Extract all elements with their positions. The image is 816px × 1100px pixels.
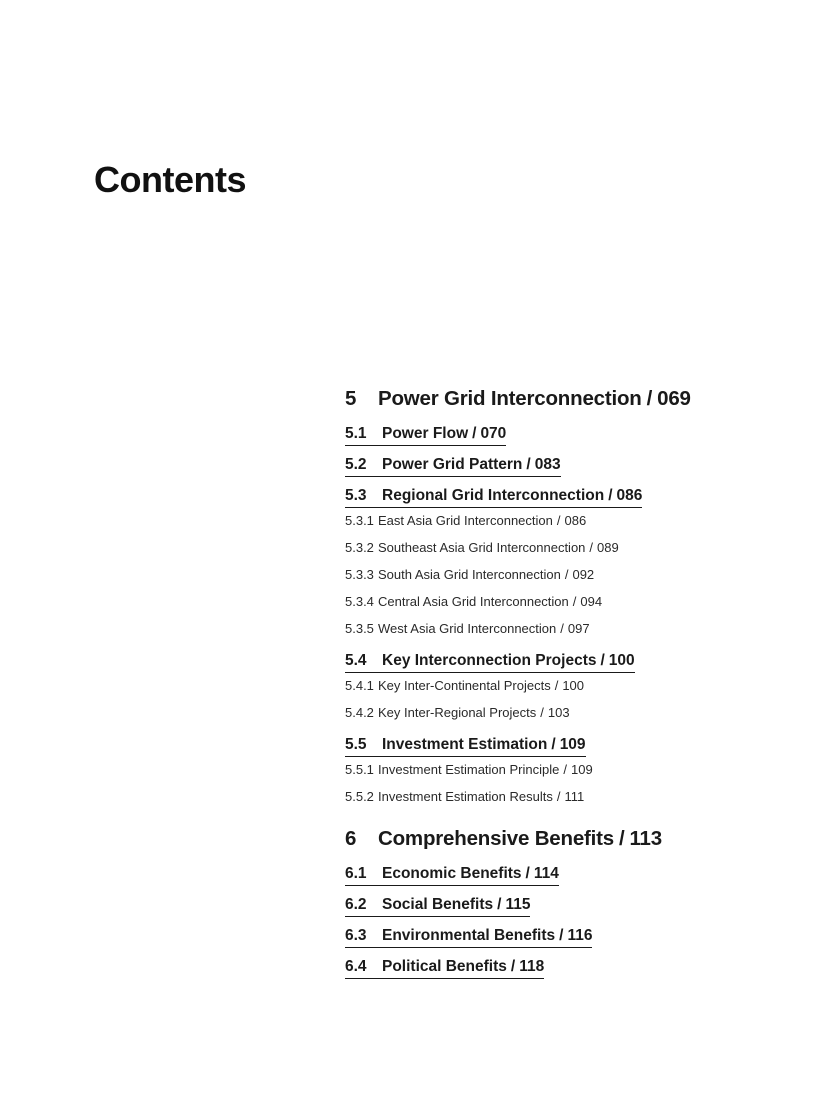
toc-entry-page: 109 (570, 762, 593, 777)
toc-entry (345, 487, 642, 508)
toc-entry-title: South Asia Grid Interconnection (378, 567, 561, 582)
toc-separator: / (589, 540, 594, 555)
toc-separator: / (608, 487, 613, 504)
toc-entry (345, 652, 635, 673)
toc-entry-number: 5.3.1 (345, 513, 374, 528)
toc-entry (345, 865, 559, 886)
toc-entry-number: 6.4 (345, 958, 367, 975)
toc-entry (345, 790, 584, 804)
toc-separator: / (551, 736, 556, 753)
toc-entry-page: 103 (547, 705, 570, 720)
toc-entry-number: 5.2 (345, 456, 367, 473)
toc-entry (345, 595, 602, 609)
toc-entry-number: 5.4.2 (345, 705, 374, 720)
toc-entry (345, 896, 530, 917)
toc-separator: / (563, 762, 567, 777)
toc-entry-title: Central Asia Grid Interconnection (378, 594, 569, 609)
toc-entry-page: 083 (534, 456, 561, 473)
table-of-contents (345, 388, 745, 979)
toc-entry-title: Investment Estimation Results (378, 789, 553, 804)
toc-entry (345, 514, 586, 528)
toc-entry-number: 5.5.1 (345, 762, 374, 777)
toc-separator: / (618, 827, 625, 850)
toc-entry-number: 5.1 (345, 425, 367, 442)
toc-separator: / (646, 387, 653, 410)
toc-entry (345, 736, 586, 757)
toc-entry-title: Power Flow (382, 425, 469, 442)
toc-entry-title: Environmental Benefits (382, 927, 556, 944)
toc-entry-number: 5 (345, 387, 357, 410)
toc-entry-page: 097 (567, 621, 590, 636)
toc-entry-number: 5.4 (345, 652, 367, 669)
toc-entry-title: Regional Grid Interconnection (382, 487, 605, 504)
toc-separator: / (497, 896, 502, 913)
toc-entry-page: 111 (564, 789, 585, 804)
toc-separator: / (572, 594, 577, 609)
toc-entry-number: 5.4.1 (345, 678, 374, 693)
toc-entry-number: 6.2 (345, 896, 367, 913)
toc-entry-title: West Asia Grid Interconnection (378, 621, 557, 636)
toc-entry-title: East Asia Grid Interconnection (378, 513, 553, 528)
page-title: Contents (94, 159, 246, 201)
toc-entry-page: 086 (564, 513, 587, 528)
toc-separator: / (560, 621, 564, 636)
toc-separator: / (540, 705, 544, 720)
toc-entry-page: 113 (629, 827, 662, 850)
toc-entry-number: 5.3 (345, 487, 367, 504)
toc-entry-number: 5.5 (345, 736, 367, 753)
toc-entry (345, 763, 593, 777)
toc-entry-title: Investment Estimation (382, 736, 548, 753)
toc-separator: / (559, 927, 564, 944)
toc-entry-page: 089 (597, 540, 619, 555)
toc-entry (345, 456, 561, 477)
toc-entry-number: 5.3.5 (345, 621, 374, 636)
toc-entry-title: Key Inter-Regional Projects (378, 705, 537, 720)
toc-entry-page: 086 (616, 487, 643, 504)
toc-entry-page: 116 (567, 927, 593, 944)
toc-entry-number: 6.1 (345, 865, 367, 882)
toc-entry-title: Power Grid Interconnection (378, 387, 642, 410)
toc-entry-page: 118 (519, 958, 545, 975)
toc-entry (345, 828, 662, 850)
toc-entry-number: 5.3.3 (345, 567, 374, 582)
toc-separator: / (600, 652, 605, 669)
toc-entry (345, 679, 584, 693)
toc-entry-page: 100 (562, 678, 585, 693)
toc-entry (345, 568, 594, 582)
toc-separator: / (554, 678, 559, 693)
toc-separator: / (510, 958, 516, 975)
toc-entry-title: Key Inter-Continental Projects (378, 678, 551, 693)
toc-separator: / (525, 865, 530, 882)
toc-entry-title: Key Interconnection Projects (382, 652, 597, 669)
toc-entry (345, 541, 619, 555)
toc-entry-page: 070 (480, 425, 507, 442)
toc-entry-number: 5.3.2 (345, 540, 374, 555)
toc-entry (345, 706, 570, 720)
toc-entry (345, 958, 544, 979)
toc-entry-page: 114 (533, 865, 559, 882)
toc-entry-page: 069 (657, 387, 691, 410)
toc-entry-number: 6.3 (345, 927, 367, 944)
toc-separator: / (564, 567, 569, 582)
toc-entry-number: 6 (345, 827, 357, 850)
toc-entry-number: 5.3.4 (345, 594, 374, 609)
toc-entry-title: Economic Benefits (382, 865, 522, 882)
toc-entry-number: 5.5.2 (345, 789, 374, 804)
toc-entry-title: Power Grid Pattern (382, 456, 523, 473)
toc-entry (345, 622, 590, 636)
toc-separator: / (526, 456, 531, 473)
toc-entry-page: 092 (572, 567, 595, 582)
toc-separator: / (472, 425, 477, 442)
toc-entry-page: 115 (505, 896, 531, 913)
toc-entry-page: 109 (559, 736, 586, 753)
toc-entry-title: Investment Estimation Principle (378, 762, 560, 777)
toc-entry-title: Comprehensive Benefits (378, 827, 614, 850)
toc-entry (345, 425, 506, 446)
toc-entry-title: Social Benefits (382, 896, 494, 913)
toc-separator: / (556, 513, 561, 528)
toc-entry (345, 388, 691, 410)
toc-entry-title: Southeast Asia Grid Interconnection (378, 540, 586, 555)
toc-entry-page: 100 (608, 652, 635, 669)
toc-separator: / (556, 789, 561, 804)
toc-entry-title: Political Benefits (382, 958, 507, 975)
toc-entry (345, 927, 592, 948)
toc-entry-page: 094 (580, 594, 603, 609)
